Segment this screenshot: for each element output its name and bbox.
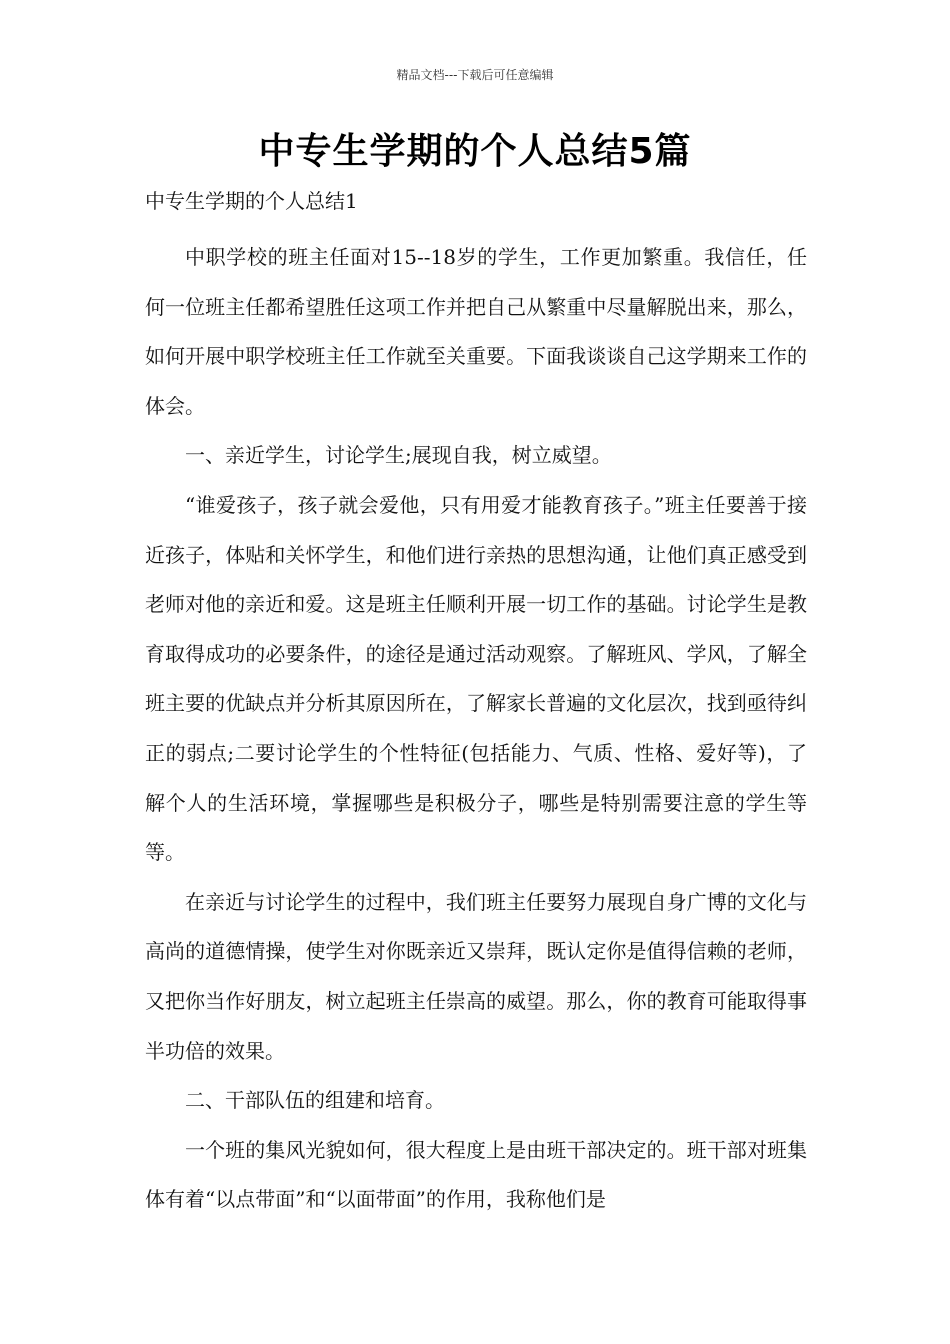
paragraph: “谁爱孩子，孩子就会爱他，只有用爱才能教育孩子。”班主任要善于接近孩子，体贴和关怀学生，和他们进行亲热的思想沟通，让他们真正感受到老师对他的亲近和爱。这是班主任顺利开展一切工作的基础。讨论学生是教育取得成功的必要条件，的途径是通过活动观察。了解班风、学风，了解全班主要的优缺点并分析其原因所在，了解家长普遍的文化层次，找到亟待纠正的弱点;二要讨论学生的个性特征(包括能力、气质、性格、爱好等)，了解个人的生活环境，掌握哪些是积极分子，哪些是特别需要注意的学生等等。 <box>145 492 807 865</box>
document-title: 中专生学期的个人总结5篇 <box>258 131 692 172</box>
paragraph-heading: 一、亲近学生，讨论学生;展现自我，树立威望。 <box>185 443 612 468</box>
paragraph-heading: 二、干部队伍的组建和培育。 <box>185 1088 445 1113</box>
section-heading: 中专生学期的个人总结1 <box>145 189 358 213</box>
paragraph: 在亲近与讨论学生的过程中，我们班主任要努力展现自身广博的文化与高尚的道德情操，使学生对你既亲近又崇拜，既认定你是值得信赖的老师，又把你当作好朋友，树立起班主任崇高的威望。那么，你的教育可能取得事半功倍的效果。 <box>145 889 807 1063</box>
paragraph: 中职学校的班主任面对15--18岁的学生，工作更加繁重。我信任，任何一位班主任都希望胜任这项工作并把自己从繁重中尽量解脱出来，那么，如何开展中职学校班主任工作就至关重要。下面我谈谈自己这学期来工作的体会。 <box>145 245 807 418</box>
document-body <box>145 233 807 1225</box>
header-note: 精品文档---下载后可任意编辑 <box>396 68 554 82</box>
paragraph: 一个班的集风光貌如何，很大程度上是由班干部决定的。班干部对班集体有着“以点带面”和“以面带面”的作用，我称他们是 <box>145 1137 807 1212</box>
